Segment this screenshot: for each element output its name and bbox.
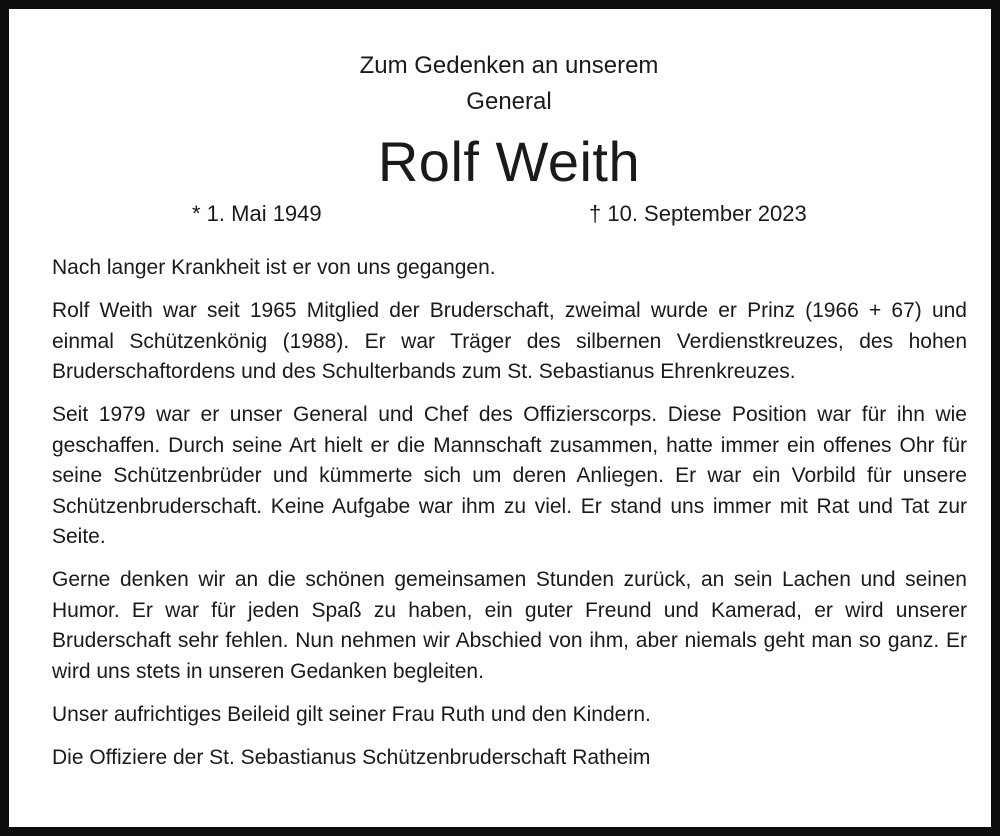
deceased-name: Rolf Weith: [377, 130, 641, 193]
paragraph-condolence: Unser aufrichtiges Beileid gilt seiner Frau Ruth und den Kindern.: [52, 702, 651, 726]
signature-line: Die Offiziere der St. Sebastianus Schützenbruderschaft Ratheim: [52, 745, 651, 769]
death-date: † 10. September 2023: [589, 201, 807, 226]
paragraph-memories: Gerne denken wir an die schönen gemeinsamen Stunden zurück, an sein Lachen und seinen Humor. Er war für jeden Spaß zu haben, ein guter Freund und Kamerad, er wird unserer Bruderschaft sehr fehlen. Nun nehmen wir Abschied von ihm, aber niemals geht man so ganz. Er wird uns stets in unseren Gedanken begleiten.: [52, 568, 967, 683]
paragraph-intro: Nach langer Krankheit ist er von uns gegangen.: [52, 256, 496, 279]
paragraph-membership: Rolf Weith war seit 1965 Mitglied der Bruderschaft, zweimal wurde er Prinz (1966 + 67) und einmal Schützenkönig (1988). Er war Träger des silbernen Verdienstkreuzes, des hohen Bruderschaftordens und des Schulterbands zum St. Sebastianus Ehrenkreuzes.: [52, 299, 967, 383]
paragraph-general: Seit 1979 war er unser General und Chef des Offizierscorps. Diese Position war für ihn wie geschaffen. Durch seine Art hielt er die Mannschaft zusammen, hatte immer ein offenes Ohr für seine Schützenbrüder und kümmerte sich um deren Anliegen. Er war ein Vorbild für unsere Schützenbruderschaft. Keine Aufgabe war ihm zu viel. Er stand uns immer mit Rat und Tat zur Seite.: [52, 403, 967, 548]
birth-date: * 1. Mai 1949: [192, 201, 322, 226]
deceased-rank: General: [466, 88, 552, 115]
memorial-subtitle: Zum Gedenken an unserem: [359, 52, 659, 79]
obituary-body: [52, 253, 967, 786]
